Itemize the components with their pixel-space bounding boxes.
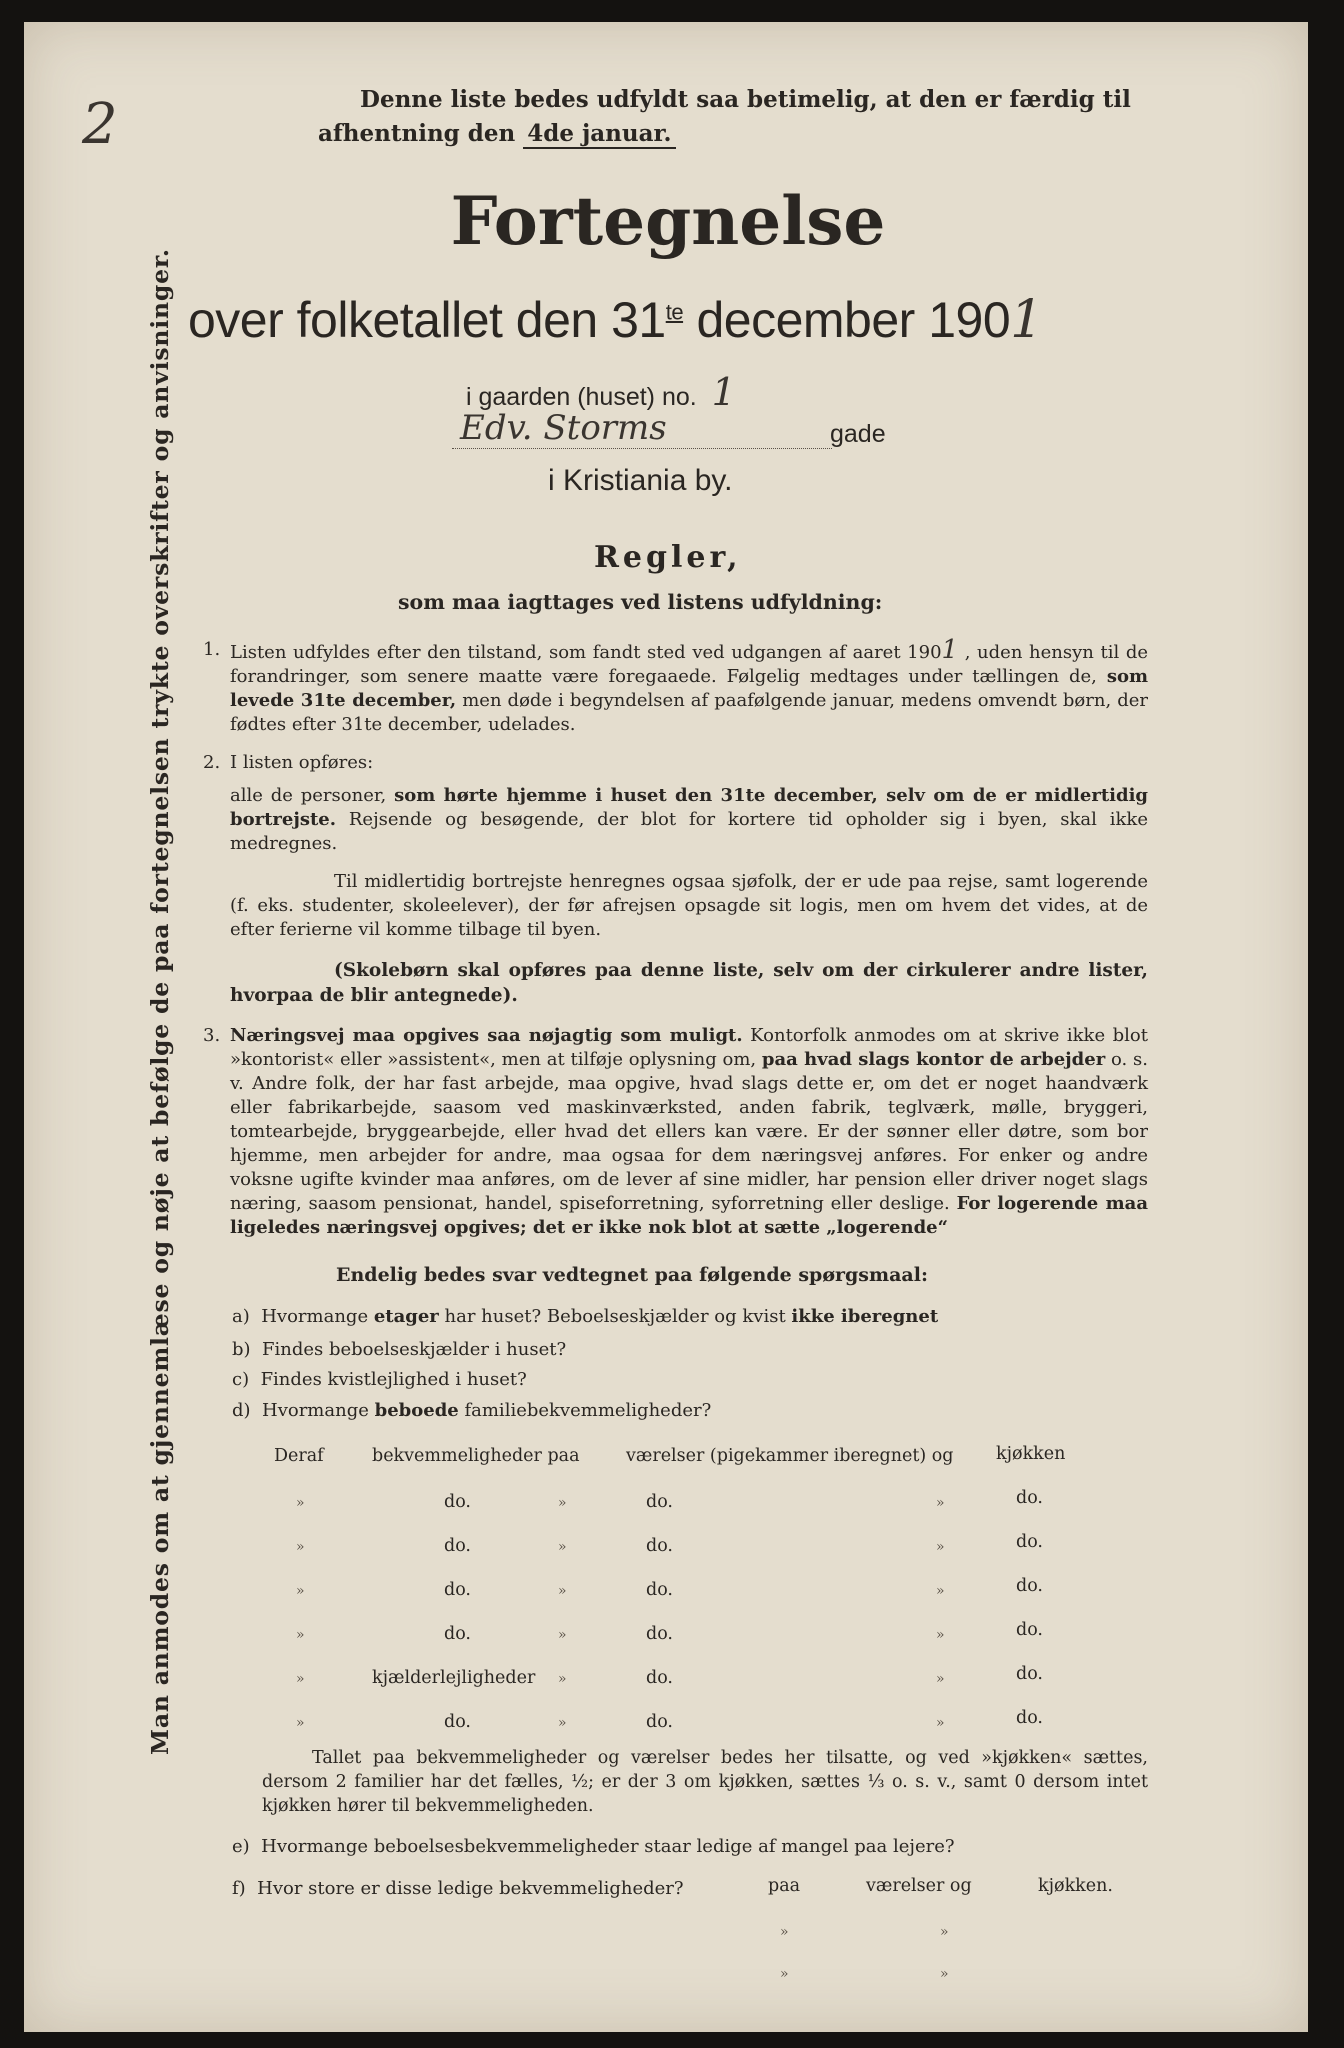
row4-dot: » bbox=[296, 1627, 305, 1643]
question-e bbox=[232, 1836, 955, 1857]
question-b-text: Findes beboelseskjælder i huset? bbox=[262, 1339, 567, 1360]
question-f-paa: paa bbox=[768, 1876, 801, 1896]
row5-dot2: » bbox=[558, 1671, 567, 1687]
street-label: gade bbox=[830, 420, 886, 448]
row3-dot2: » bbox=[558, 1583, 567, 1599]
street-hand: Edv. Storms bbox=[460, 408, 667, 448]
question-f-label: f) bbox=[232, 1878, 246, 1899]
rule1-a: Listen udfyldes efter den tilstand, som fandt sted ved udgangen af aaret 190 bbox=[230, 642, 942, 663]
rule2-text bbox=[230, 784, 1148, 856]
question-a-t1: Hvormange bbox=[261, 1306, 369, 1327]
table-note: Tallet paa bekvemmeligheder og værelser bedes her tilsatte, og ved »kjøkken« sættes, dersom 2 familier har det fælles, ½; er der 3 om kjøkken, sættes ⅓ o. s. v., samt 0 dersom intet kjøkken hører til bekvemmeligheden. bbox=[262, 1748, 1148, 1816]
rule1-bold: som levede 31te december, bbox=[230, 666, 1148, 711]
rule1-text bbox=[230, 635, 1149, 737]
row6-col3: do. bbox=[646, 1712, 673, 1732]
rule1-number: 1. bbox=[203, 639, 221, 660]
rule3-bold-a: Næringsvej maa opgives saa nøjagtig som muligt. bbox=[230, 1025, 743, 1046]
table-header-paa: bekvemmeligheder paa bbox=[372, 1446, 580, 1466]
f-dot-4: » bbox=[940, 1966, 949, 1982]
row3-dot3: » bbox=[936, 1583, 945, 1599]
question-a bbox=[232, 1306, 938, 1327]
row3-col2: do. bbox=[444, 1580, 471, 1600]
row2-dot: » bbox=[296, 1539, 305, 1555]
row1-col3: do. bbox=[646, 1492, 673, 1512]
rule2-bold: som hørte hjemme i huset den 31te december, selv om de er midlertidig bortrejste. bbox=[230, 785, 1148, 830]
question-f-vaerelser: værelser og bbox=[866, 1876, 972, 1896]
row6-col4: do. bbox=[1016, 1708, 1043, 1728]
row4-col4: do. bbox=[1016, 1620, 1043, 1640]
page-title: Fortegnelse bbox=[450, 182, 886, 260]
row1-col2: do. bbox=[444, 1492, 471, 1512]
f-dot-3: » bbox=[780, 1966, 789, 1982]
row2-dot3: » bbox=[936, 1539, 945, 1555]
question-c-text: Findes kvistlejlighed i huset? bbox=[260, 1369, 527, 1390]
subtitle-year-hand: 1 bbox=[1010, 290, 1043, 350]
row3-col3: do. bbox=[646, 1580, 673, 1600]
rule2-number: 2. bbox=[203, 752, 221, 773]
question-b-label: b) bbox=[232, 1339, 251, 1360]
page-number: 2 bbox=[82, 92, 118, 157]
rule2-p2: Til midlertidig bortrejste henregnes ogsaa sjøfolk, der er ude paa rejse, samt logerende (f. eks. studenter, skoleelever), der før afrejsen opsagde sit logis, men om hvem det vides, at de efter ferierne vil komme tilbage til byen. bbox=[230, 871, 1148, 940]
question-d-label: d) bbox=[232, 1400, 251, 1421]
question-a-t2: etager bbox=[373, 1306, 439, 1327]
row1-col4: do. bbox=[1016, 1488, 1043, 1508]
question-b bbox=[232, 1339, 566, 1360]
row1-dot2: » bbox=[558, 1495, 567, 1511]
deadline-prefix: afhentning den bbox=[318, 120, 516, 147]
row4-col3: do. bbox=[646, 1624, 673, 1644]
question-a-label: a) bbox=[232, 1306, 250, 1327]
row1-dot: » bbox=[296, 1495, 305, 1511]
question-e-text: Hvormange beboelsesbekvemmeligheder staar ledige af mangel paa lejere? bbox=[261, 1836, 955, 1857]
question-f-text: Hvor store er disse ledige bekvemmeligheder? bbox=[257, 1878, 684, 1899]
row5-dot: » bbox=[296, 1671, 305, 1687]
rule2-p3: (Skolebørn skal opføres paa denne liste, selv om der cirkulerer andre lister, hvorpaa de blir antegnede). bbox=[230, 960, 1148, 1006]
rule3-number: 3. bbox=[203, 1025, 221, 1046]
row4-col2: do. bbox=[444, 1624, 471, 1644]
f-dot-2: » bbox=[940, 1924, 949, 1940]
street-row bbox=[452, 408, 842, 452]
row3-dot: » bbox=[296, 1583, 305, 1599]
table-header-kjokken: kjøkken bbox=[996, 1444, 1066, 1464]
rule3-bold-c: paa hvad slags kontor de arbejder bbox=[761, 1049, 1106, 1070]
city-label: i Kristiania by. bbox=[548, 464, 733, 497]
row6-col2: do. bbox=[444, 1712, 471, 1732]
row6-dot3: » bbox=[936, 1715, 945, 1731]
row3-col4: do. bbox=[1016, 1576, 1043, 1596]
house-label: i gaarden (huset) no. bbox=[466, 383, 697, 411]
question-d bbox=[232, 1400, 711, 1421]
row5-dot3: » bbox=[936, 1671, 945, 1687]
row6-dot: » bbox=[296, 1715, 305, 1731]
question-f bbox=[232, 1878, 684, 1899]
row1-dot3: » bbox=[936, 1495, 945, 1511]
question-a-t4: ikke iberegnet bbox=[791, 1306, 939, 1327]
deadline-line2 bbox=[318, 118, 676, 150]
question-f-kjokken: kjøkken. bbox=[1038, 1876, 1113, 1896]
rule2-intro: I listen opføres: bbox=[230, 752, 374, 773]
f-dot-1: » bbox=[780, 1924, 789, 1940]
subtitle-prefix: over folketallet den 31 bbox=[188, 292, 666, 348]
row2-dot2: » bbox=[558, 1539, 567, 1555]
questions-heading: Endelig bedes svar vedtegnet paa følgende spørgsmaal: bbox=[336, 1264, 928, 1286]
house-number-hand: 1 bbox=[711, 370, 736, 414]
rule3-bold-e: For logerende maa ligeledes næringsvej opgives; det er ikke nok blot at sætte „logerende“ bbox=[230, 1193, 1148, 1238]
rules-heading: Regler, bbox=[594, 540, 742, 575]
rule3-d: o. s. v. Andre folk, der har fast arbejde, maa opgive, hvad slags dette er, om det er noget haandværk eller fabrikarbejde, saasom ved maskinværksted, anden fabrik, teglværk, mølle, bryggeri, tomtearbejde, bryggearbejde, eller hvad det ellers kan være. Er der sønner eller døtre, som bor hjemme, men arbejder for andre, maa ogsaa for dem næringsvej anføres. For enker og andre voksne ugifte kvinder maa anføres, om de lever af sine midler, har pension eller driver noget slags næring, saasom pensionat, handel, spiseforretning, syforretning eller deslige. bbox=[230, 1049, 1148, 1214]
row5-col2: kjælderlejligheder bbox=[372, 1668, 536, 1688]
row5-col4: do. bbox=[1016, 1664, 1043, 1684]
question-a-t3: har huset? Beboelseskjælder og kvist bbox=[444, 1306, 786, 1327]
rule1-year-hand: 1 bbox=[941, 635, 959, 665]
question-c-label: c) bbox=[232, 1369, 250, 1390]
row2-col3: do. bbox=[646, 1536, 673, 1556]
deadline-date: 4de januar. bbox=[523, 120, 675, 149]
row6-dot2: » bbox=[558, 1715, 567, 1731]
question-c bbox=[232, 1369, 527, 1390]
table-header-deraf: Deraf bbox=[274, 1446, 324, 1466]
row4-dot3: » bbox=[936, 1627, 945, 1643]
question-d-t3: familiebekvemmeligheder? bbox=[464, 1400, 712, 1421]
rule2-a: alle de personer, bbox=[230, 785, 387, 806]
subtitle bbox=[188, 290, 1043, 350]
rule2-c: Rejsende og besøgende, der blot for kortere tid opholder sig i byen, skal ikke medregnes. bbox=[230, 809, 1148, 854]
row2-col4: do. bbox=[1016, 1532, 1043, 1552]
rule1-d: men døde i begyndelsen af paafølgende januar, medens omvendt børn, der fødtes efter 31te december, udelades. bbox=[230, 690, 1148, 735]
rule1-b: , uden hensyn til de forandringer, som senere maatte være foregaaede. Følgelig medtages under tællingen de, bbox=[230, 642, 1149, 687]
rule3-b: Kontorfolk anmodes om at skrive ikke blot »kontorist« eller »assistent«, men at tilføje oplysning om, bbox=[230, 1025, 1148, 1070]
question-e-label: e) bbox=[232, 1836, 250, 1857]
question-d-t2: beboede bbox=[374, 1400, 459, 1421]
sidebar-instructions: Man anmodes om at gjennemlæse og nøje at befølge de paa fortegnelsen trykte overskrifter og anvisninger. bbox=[146, 248, 174, 1755]
subtitle-sup: te bbox=[665, 299, 684, 325]
row2-col2: do. bbox=[444, 1536, 471, 1556]
rules-subheading: som maa iagttages ved listens udfyldning: bbox=[398, 590, 883, 614]
deadline-line1: Denne liste bedes udfyldt saa betimelig, at den er færdig til bbox=[360, 86, 1131, 113]
street-line bbox=[452, 448, 832, 449]
row4-dot2: » bbox=[558, 1627, 567, 1643]
subtitle-suffix: december 190 bbox=[696, 292, 1011, 348]
row5-col3: do. bbox=[646, 1668, 673, 1688]
rule3-text bbox=[230, 1024, 1148, 1240]
table-header-vaerelser: værelser (pigekammer iberegnet) og bbox=[626, 1446, 954, 1466]
question-d-t1: Hvormange bbox=[262, 1400, 369, 1421]
